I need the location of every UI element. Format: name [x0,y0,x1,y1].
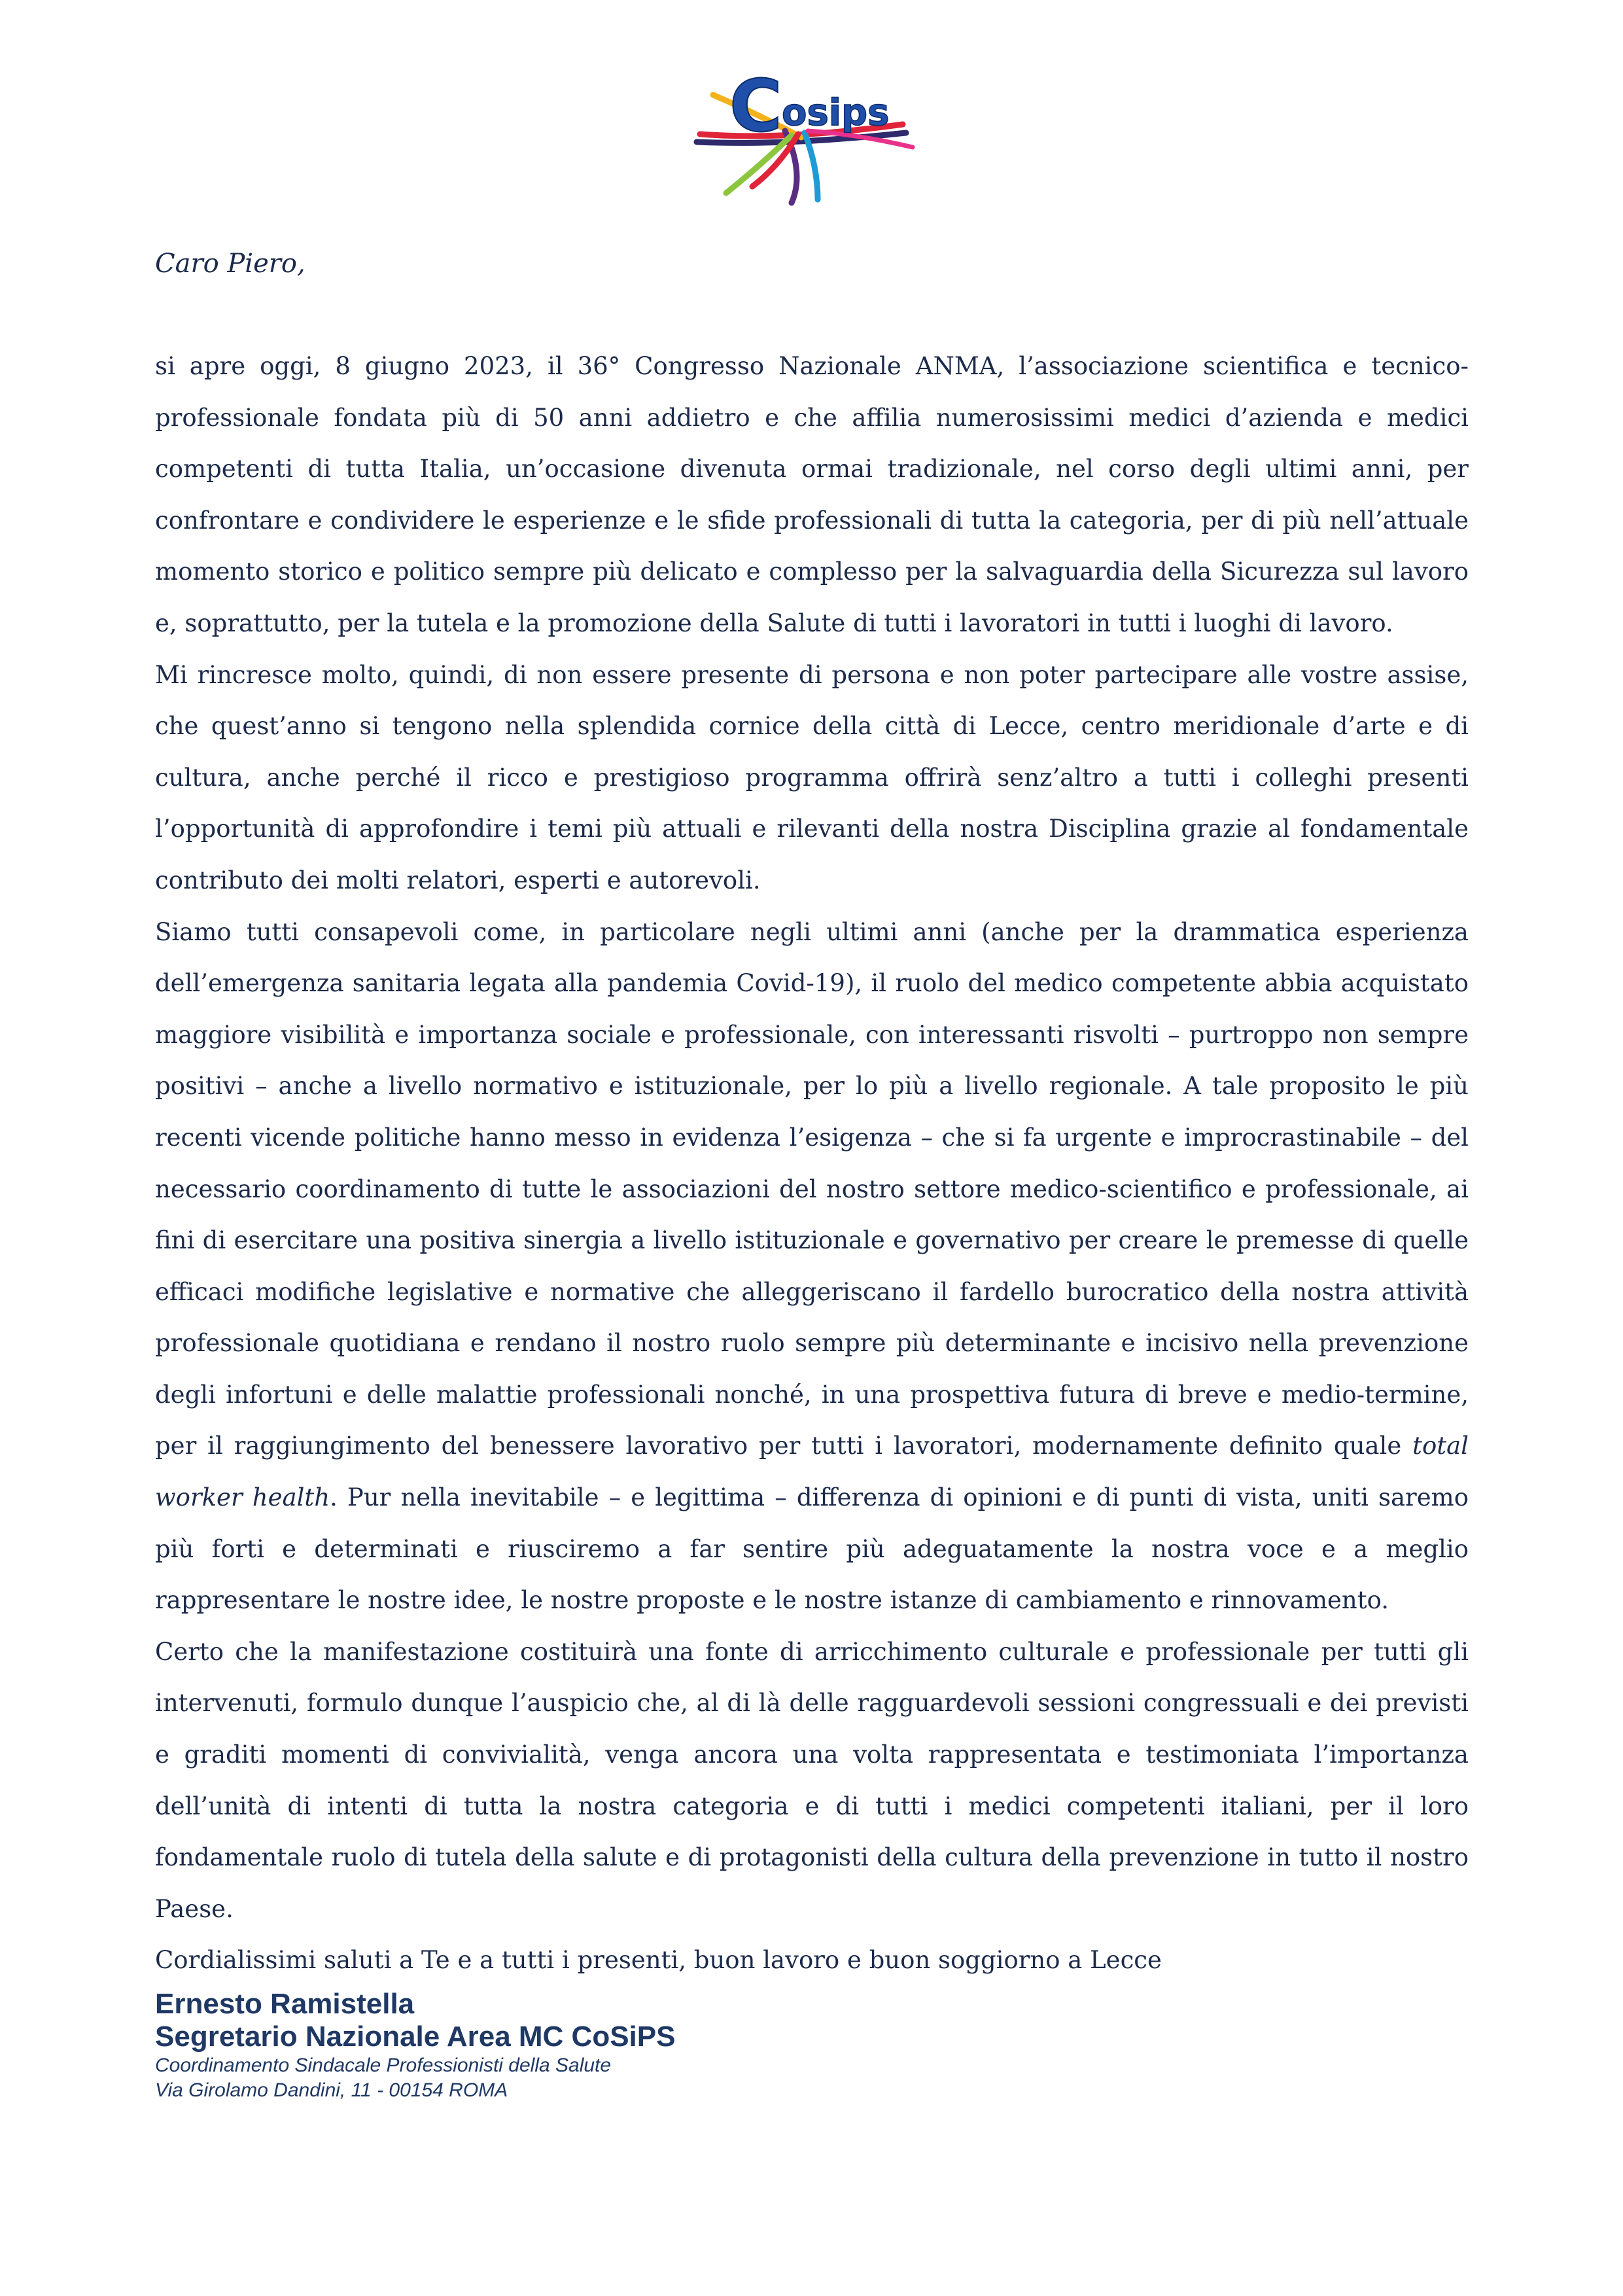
paragraph-role-end: . Pur nella inevitabile – e legittima – differenza di opinioni e di punti di vista, uniti saremo più forti e determinati e riusciremo a far sentire più adeguatamente la nostra voce e a meglio rappresentare le nostre idee, le nostre proposte e le nostre istanze di cambiamento e rinnovamento. [155,1483,1469,1615]
paragraph-wishes: Certo che la manifestazione costituirà una fonte di arricchimento culturale e professionale per tutti gli intervenuti, formulo dunque l’auspicio che, al di là delle ragguardevoli sessioni congressuali e dei previsti e graditi momenti di convivialità, venga ancora una volta rappresentata e testimoniata l’importanza dell’unità di intenti di tutta la nostra categoria e di tutti i medici competenti italiani, per il loro fondamentale ruolo di tutela della salute e di protagonisti della cultura della prevenzione in tutto il nostro Paese. [155,1637,1469,1923]
greeting: Caro Piero, [155,249,305,279]
signature-role: Segretario Nazionale Area MC CoSiPS [155,2021,676,2053]
cosips-logo [687,62,929,213]
paragraph-closing: Cordialissimi saluti a Te e a tutti i presenti, buon lavoro e buon soggiorno a Lecce [155,1946,1162,1975]
signature-organization: Coordinamento Sindacale Professionisti della Salute [155,2055,612,2076]
signature-name: Ernesto Ramistella [155,1988,415,2020]
paragraph-role-start: Siamo tutti consapevoli come, in particolare negli ultimi anni (anche per la drammatica esperienza dell’emergenza sanitaria legata alla pandemia Covid-19), il ruolo del medico competente abbia acquistato maggiore visibilità e importanza sociale e professionale, con interessanti risvolti – purtroppo non sempre positivi – anche a livello normativo e istituzionale, per lo più a livello regionale. A tale proposito le più recenti vicende politiche hanno messo in evidenza l’esigenza – che si fa urgente e improcrastinabile – del necessario coordinamento di tutte le associazioni del nostro settore medico-scientifico e professionale, ai fini di esercitare una positiva sinergia a livello istituzionale e governativo per creare le premesse di quelle efficaci modifiche legislative e normative che alleggeriscano il fardello burocratico della nostra attività professionale quotidiana e rendano il nostro ruolo sempre più determinante e incisivo nella prevenzione degli infortuni e delle malattie professionali nonché, in una prospettiva futura di breve e medio-termine, per il raggiungimento del benessere lavorativo per tutti i lavoratori, modernamente definito quale [155,917,1469,1460]
logo-text: osips [782,92,890,134]
paragraph-role [155,907,1469,1627]
letter-body [155,341,1469,1987]
svg-text:C: C [729,64,782,148]
emphasis-total-worker-health: total worker health [155,1432,1469,1512]
paragraph-intro: si apre oggi, 8 giugno 2023, il 36° Congresso Nazionale ANMA, l’associazione scientifica e tecnico-professionale fondata più di 50 anni addietro e che affilia numerosissimi medici d’azienda e medici competenti di tutta Italia, un’occasione divenuta ormai tradizionale, nel corso degli ultimi anni, per confrontare e condividere le esperienze e le sfide professionali di tutta la categoria, per di più nell’attuale momento storico e politico sempre più delicato e complesso per la salvaguardia della Sicurezza sul lavoro e, soprattutto, per la tutela e la promozione della Salute di tutti i lavoratori in tutti i luoghi di lavoro. [155,352,1469,637]
signature-address: Via Girolamo Dandini, 11 - 00154 ROMA [155,2079,508,2101]
signature-block [155,1988,675,2103]
paragraph-regret: Mi rincresce molto, quindi, di non essere presente di persona e non poter partecipare alle vostre assise, che quest’anno si tengono nella splendida cornice della città di Lecce, centro meridionale d’arte e di cultura, anche perché il ricco e prestigioso programma offrirà senz’altro a tutti i colleghi presenti l’opportunità di approfondire i temi più attuali e rilevanti della nostra Disciplina grazie al fondamentale contributo dei molti relatori, esperti e autorevoli. [155,660,1469,894]
